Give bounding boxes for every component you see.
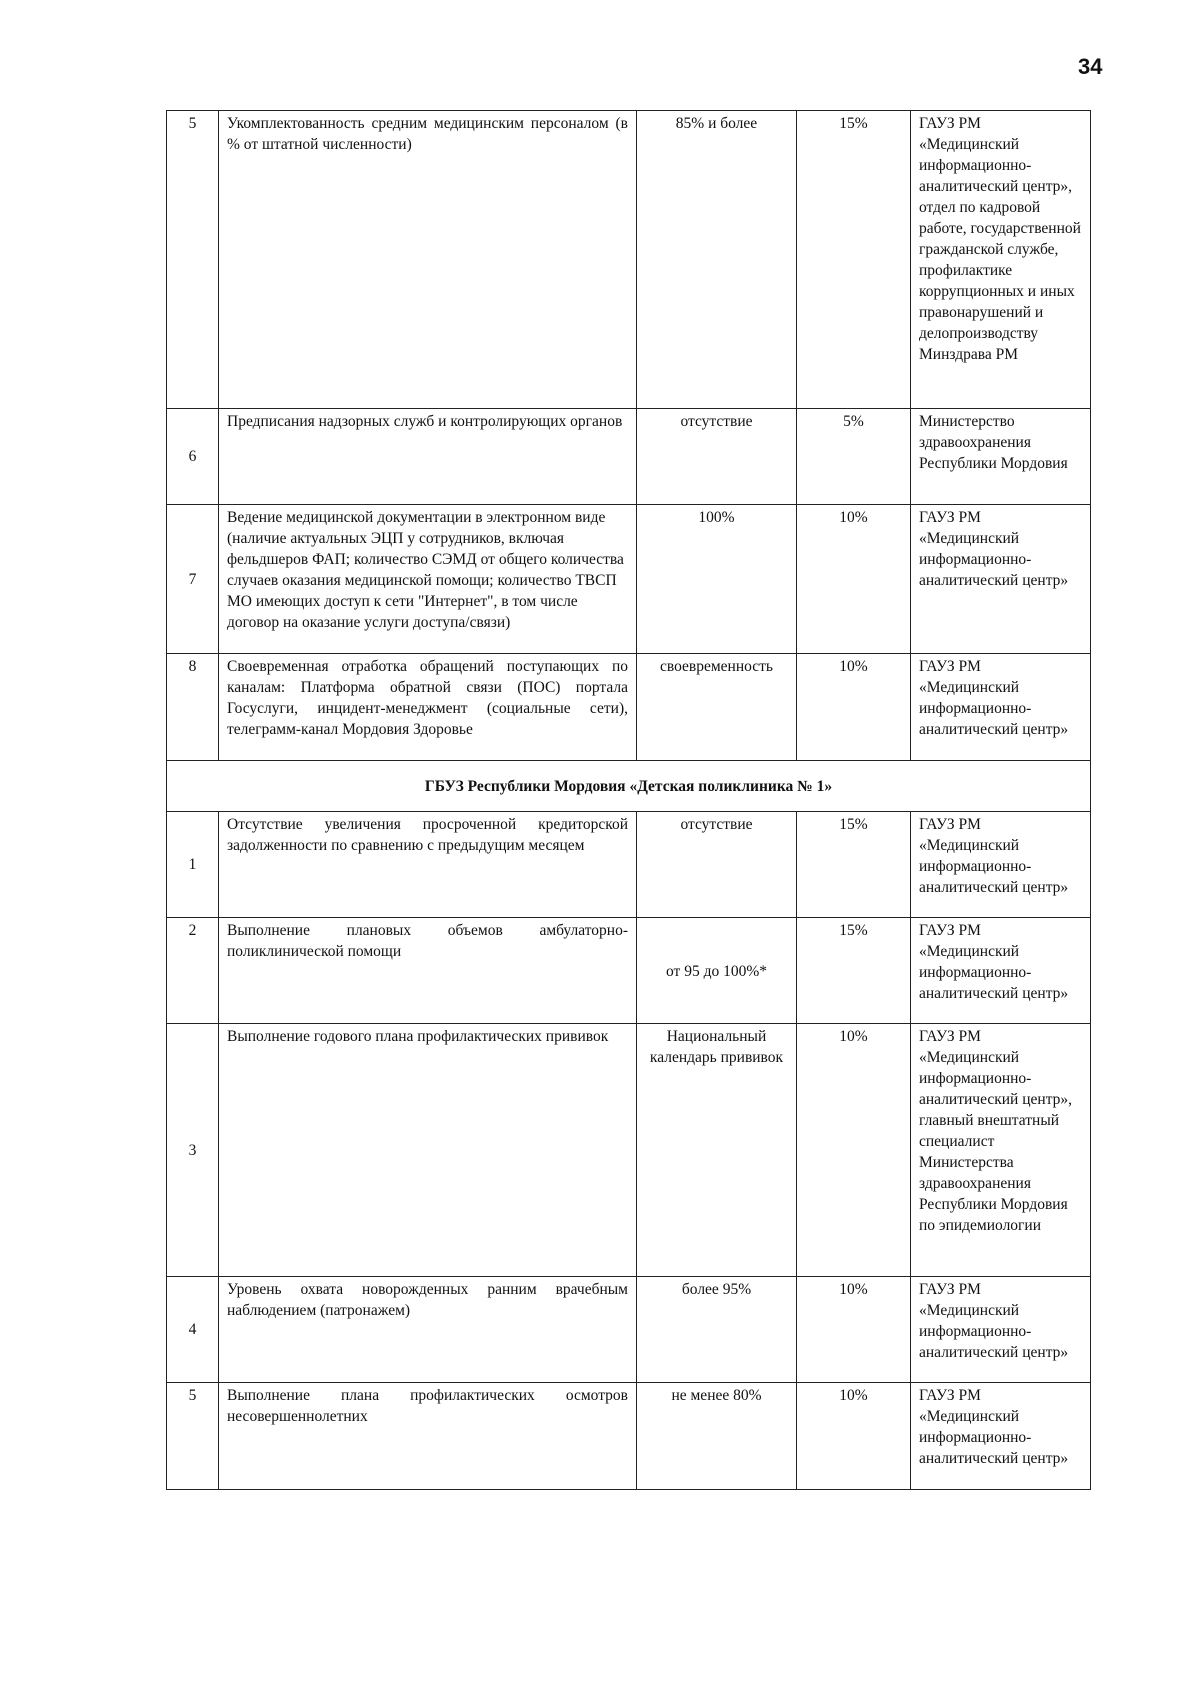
responsible-cell: ГАУЗ РМ «Медицинский информационно-аналитический центр», главный внештатный специалист Министерства здравоохранения Республики Мордовия по эпидемиологии [911,1024,1091,1277]
indicator-cell: Предписания надзорных служб и контролирующих органов [219,409,637,505]
weight-cell: 5% [797,409,911,505]
target-value-cell: отсутствие [637,409,797,505]
table-row [167,654,1091,761]
row-number: 5 [167,1383,219,1490]
table-row [167,1024,1091,1277]
target-value-cell: Национальный календарь прививок [637,1024,797,1277]
indicator-cell: Отсутствие увеличения просроченной кредиторской задолженности по сравнению с предыдущим месяцем [219,812,637,918]
row-number: 4 [167,1277,219,1383]
weight-cell: 15% [797,812,911,918]
indicator-cell: Ведение медицинской документации в электронном виде (наличие актуальных ЭЦП у сотрудников, включая фельдшеров ФАП; количество СЭМД от общего количества случаев оказания медицинской помощи; количество ТВСП МО имеющих доступ к сети "Интернет", в том числе договор на оказание услуги доступа/связи) [219,505,637,654]
table-row [167,111,1091,409]
target-value-cell: отсутствие [637,812,797,918]
responsible-cell: ГАУЗ РМ «Медицинский информационно-аналитический центр» [911,918,1091,1024]
row-number: 1 [167,812,219,918]
table-row [167,918,1091,1024]
responsible-cell: ГАУЗ РМ «Медицинский информационно-аналитический центр» [911,654,1091,761]
section-row [167,761,1091,812]
section-title: ГБУЗ Республики Мордовия «Детская поликлиника № 1» [167,761,1091,812]
weight-cell: 10% [797,1277,911,1383]
target-value-cell: не менее 80% [637,1383,797,1490]
responsible-cell: Министерство здравоохранения Республики Мордовия [911,409,1091,505]
row-number: 6 [167,409,219,505]
indicator-cell: Своевременная отработка обращений поступающих по каналам: Платформа обратной связи (ПОС) портала Госуслуги, инцидент-менеджмент (социальные сети), телеграмм-канал Мордовия Здоровье [219,654,637,761]
responsible-cell: ГАУЗ РМ «Медицинский информационно-аналитический центр» [911,505,1091,654]
weight-cell: 10% [797,505,911,654]
table-row [167,1383,1091,1490]
responsible-cell: ГАУЗ РМ «Медицинский информационно-аналитический центр» [911,812,1091,918]
target-value-cell: более 95% [637,1277,797,1383]
indicator-cell: Выполнение годового плана профилактических прививок [219,1024,637,1277]
weight-cell: 15% [797,111,911,409]
row-number: 3 [167,1024,219,1277]
indicator-cell: Выполнение плана профилактических осмотров несовершеннолетних [219,1383,637,1490]
responsible-cell: ГАУЗ РМ «Медицинский информационно-аналитический центр», отдел по кадровой работе, государственной гражданской службе, профилактике коррупционных и иных правонарушений и делопроизводству Минздрава РМ [911,111,1091,409]
weight-cell: 10% [797,654,911,761]
indicators-table [166,110,1091,1490]
responsible-cell: ГАУЗ РМ «Медицинский информационно-аналитический центр» [911,1277,1091,1383]
table-row [167,409,1091,505]
weight-cell: 10% [797,1024,911,1277]
indicator-cell: Укомплектованность средним медицинским персоналом (в % от штатной численности) [219,111,637,409]
target-value-cell: своевременность [637,654,797,761]
row-number: 7 [167,505,219,654]
weight-cell: 15% [797,918,911,1024]
responsible-cell: ГАУЗ РМ «Медицинский информационно-аналитический центр» [911,1383,1091,1490]
table-row [167,505,1091,654]
row-number: 8 [167,654,219,761]
target-value-cell: 100% [637,505,797,654]
row-number: 5 [167,111,219,409]
table-row [167,812,1091,918]
target-value-cell: 85% и более [637,111,797,409]
page-number: 34 [1078,54,1103,79]
indicator-cell: Уровень охвата новорожденных ранним врачебным наблюдением (патронажем) [219,1277,637,1383]
row-number: 2 [167,918,219,1024]
weight-cell: 10% [797,1383,911,1490]
target-value-cell: от 95 до 100%* [637,918,797,1024]
table-row [167,1277,1091,1383]
indicator-cell: Выполнение плановых объемов амбулаторно-поликлинической помощи [219,918,637,1024]
